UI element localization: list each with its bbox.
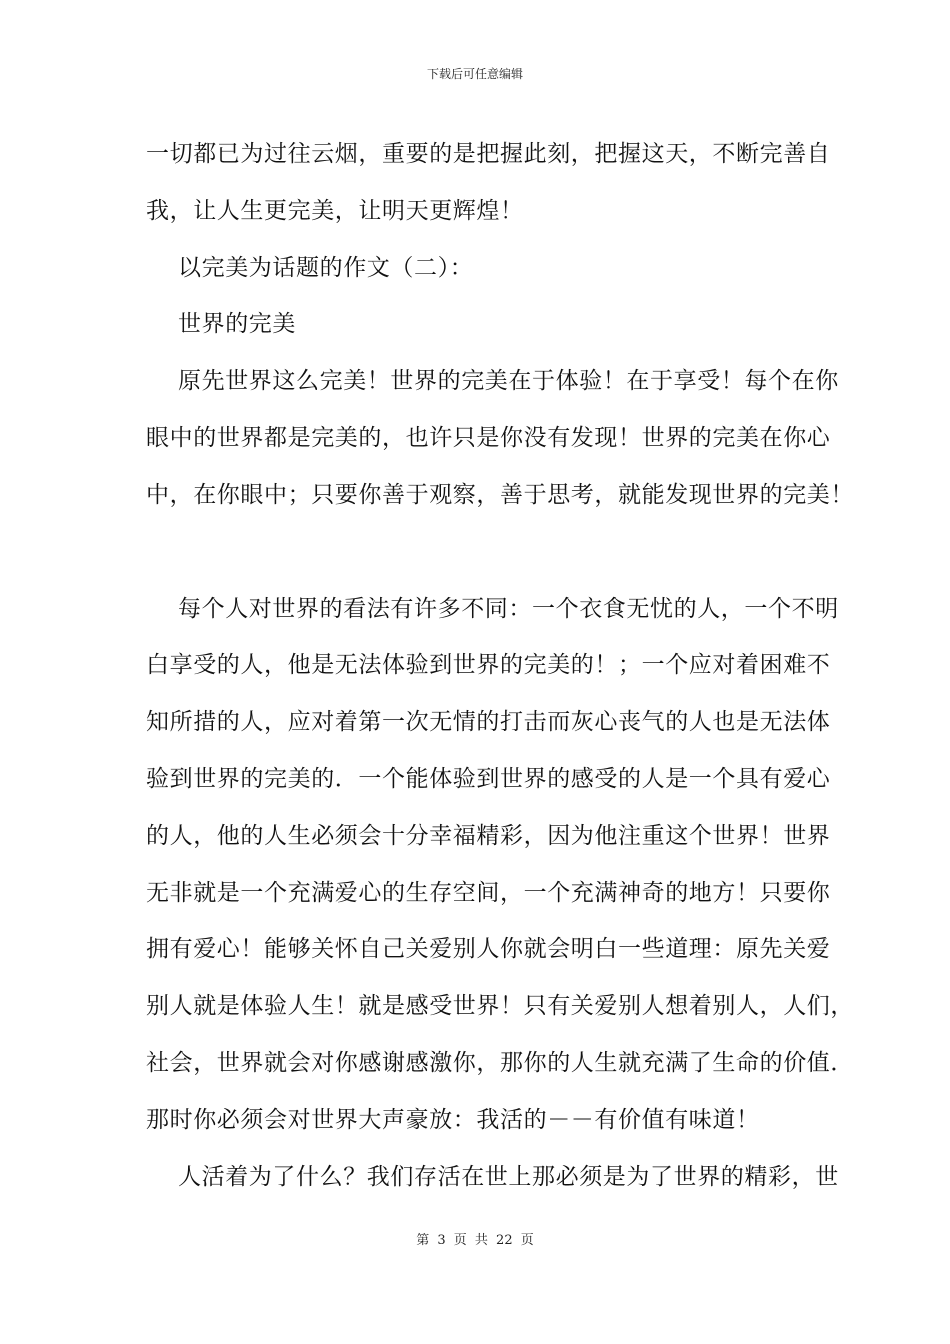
text-line: 知所措的人，应对着第一次无情的打击而灰心丧气的人也是无法体: [146, 709, 831, 736]
text-line: 那时你必须会对世界大声豪放：我活的－－有价值有味道！: [146, 1106, 760, 1133]
essay-title: 世界的完美: [178, 311, 296, 338]
section-title: 以完美为话题的作文（二）：: [178, 254, 474, 281]
page-header: 下载后可任意编辑: [426, 67, 523, 81]
text-line: 每个人对世界的看法有许多不同：一个衣食无忧的人，一个不明: [178, 595, 839, 622]
text-line: 眼中的世界都是完美的，也许只是你没有发现！世界的完美在你心: [146, 424, 831, 451]
text-line: 白享受的人，他是无法体验到世界的完美的！；一个应对着困难不: [146, 652, 831, 679]
text-line: 无非就是一个充满爱心的生存空间，一个充满神奇的地方！只要你: [146, 879, 831, 906]
paragraph-gap: [146, 532, 826, 589]
text-line: 拥有爱心！能够关怀自己关爱别人你就会明白一些道理：原先关爱: [146, 936, 831, 963]
text-line: 别人就是体验人生！就是感受世界！只有关爱别人想着别人，人们，: [146, 993, 854, 1020]
page-footer: 第 3 页 共 22 页: [416, 1233, 534, 1248]
text-line: 社会，世界就会对你感谢感激你，那你的人生就充满了生命的价值．: [146, 1049, 854, 1076]
document-body: [146, 134, 854, 1213]
text-line: 人活着为了什么？我们存活在世上那必须是为了世界的精彩，世: [178, 1163, 839, 1190]
text-line: 的人，他的人生必须会十分幸福精彩，因为他注重这个世界！世界: [146, 822, 831, 849]
text-line: 中，在你眼中；只要你善于观察，善于思考，就能发现世界的完美！: [146, 481, 854, 508]
text-line: 我，让人生更完美，让明天更辉煌！: [146, 197, 524, 224]
text-line: 一切都已为过往云烟，重要的是把握此刻，把握这天，不断完善自: [146, 141, 831, 167]
text-line: 原先世界这么完美！世界的完美在于体验！在于享受！每个在你: [178, 368, 839, 395]
text-line: 验到世界的完美的．一个能体验到世界的感受的人是一个具有爱心: [146, 765, 831, 792]
